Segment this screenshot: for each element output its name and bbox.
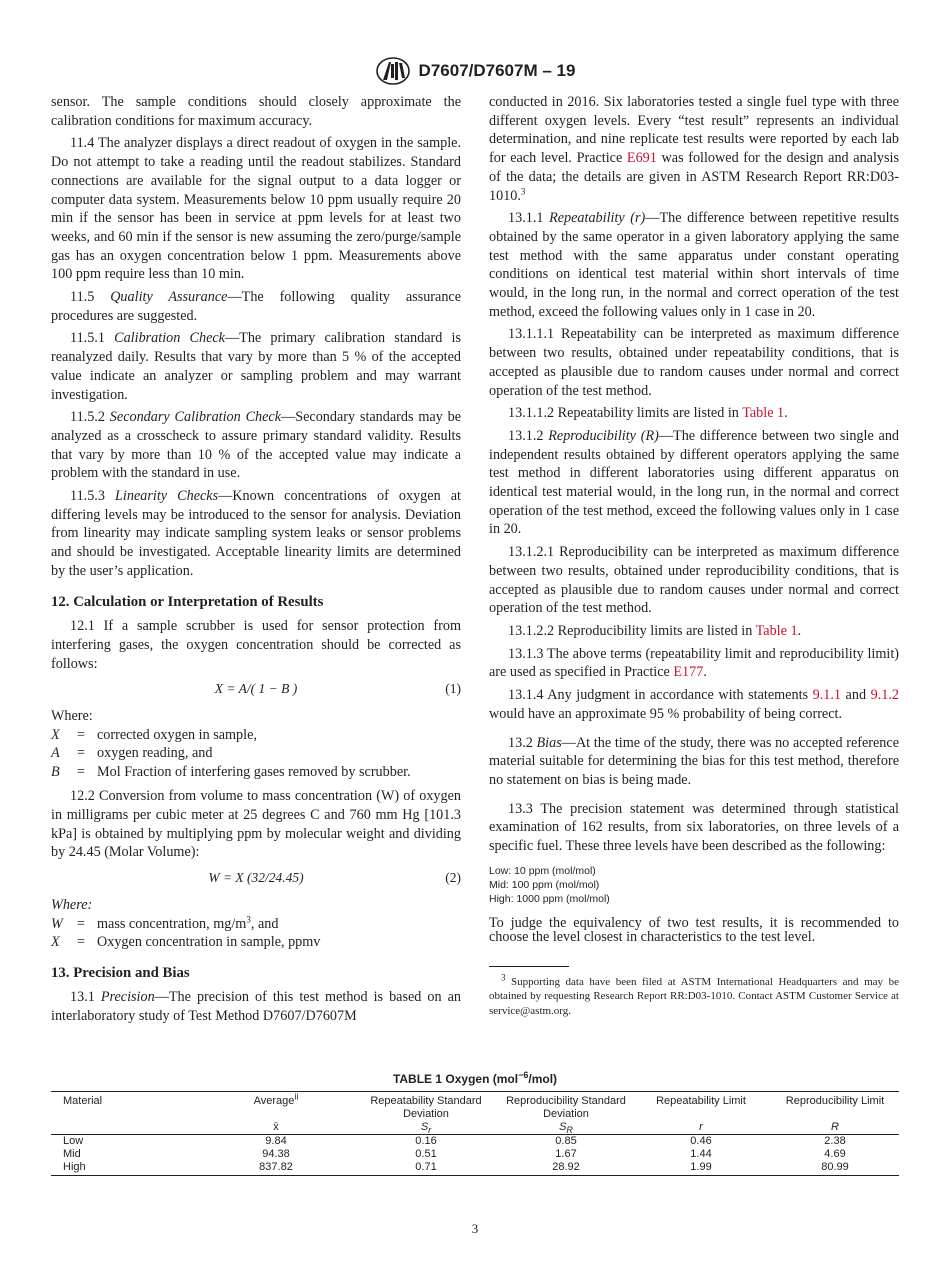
- paragraph-11-5: 11.5 Quality Assurance—The following quality assurance procedures are suggested.: [51, 289, 462, 324]
- paragraph: conducted in 2016. Six laboratories tested a single fuel type with three different oxygen levels. Every “test result” represents an individual determination, and nine replicate test results were reported by each lab for each level. Practice E691 was followed for the design and analysis of the data; the details are given in ASTM Research Report RR:D03-1010.$^3$: [489, 94, 899, 204]
- level-item: High: 1000 ppm (mol/mol): [489, 892, 610, 905]
- table-cell: 2.38: [824, 1135, 846, 1147]
- paragraph-13-1-3: 13.1.3 The above terms (repeatability limit and reproducibility limit) are used as specified in Practice E177.: [489, 645, 899, 681]
- link-e691[interactable]: E691: [626, 150, 657, 167]
- section-heading-12: 12. Calculation or Interpretation of Results: [51, 593, 324, 610]
- link-e177[interactable]: E177: [673, 664, 704, 681]
- table-row: [51, 1148, 899, 1161]
- paragraph-13-1-1-2: 13.1.1.2 Repeatability limits are listed in Table 1.: [508, 405, 788, 422]
- paragraph-judge: To judge the equivalency of two test results, it is recommended to choose the level closest in characteristics to the test level.: [489, 914, 899, 945]
- link-table-1[interactable]: Table 1: [742, 405, 785, 422]
- paragraph-13-1-2-1: 13.1.2.1 Reproducibility can be interpreted as maximum difference between two results, obtained under reproducibility conditions, that is accepted as plausible due to random causes under normal and correct operation of the test method.: [489, 544, 899, 617]
- table-cell: 0.46: [690, 1135, 712, 1147]
- definition-item: W = mass concentration, $mg/m^3$, and: [51, 913, 279, 932]
- paragraph-13-1-4: 13.1.4 Any judgment in accordance with statements 9.1.1 and 9.1.2 would have an approximate 95 % probability of being correct.: [489, 687, 899, 722]
- section-heading-13: 13. Precision and Bias: [51, 964, 190, 981]
- symbol-cell: r: [631, 1121, 771, 1135]
- link-table-1[interactable]: Table 1: [755, 622, 798, 639]
- table-cell: 1.44: [690, 1148, 712, 1160]
- col-header: Reproducibility Standard Deviation: [501, 1092, 631, 1122]
- footnote-rule: [489, 966, 569, 967]
- where-label: Where:: [51, 708, 93, 725]
- equation-2: W = X (32/24.45) (2): [208, 870, 461, 886]
- right-column: [489, 93, 899, 1022]
- table-cell: 0.51: [415, 1148, 437, 1160]
- col-header: Average$^{ii}$: [201, 1092, 351, 1122]
- definition-list-2: [51, 915, 461, 952]
- symbol-cell: $S_r$: [351, 1121, 501, 1135]
- paragraph-13-1: 13.1 Precision—The precision of this test method is based on an interlaboratory study of Test Method D7607/D7607M: [51, 989, 461, 1024]
- paragraph: sensor. The sample conditions should closely approximate the calibration conditions for maximum accuracy.: [51, 94, 461, 129]
- paragraph-11-5-3: 11.5.3 Linearity Checks—Known concentrations of oxygen at differing levels may be introduced to the sensor for analysis. Deviation from linearity may indicate sampling system leaks or sensor problems and should be investigated. Acceptable linearity limits are determined by the user’s application.: [51, 488, 461, 579]
- paragraph-12-2: 12.2 Conversion from volume to mass concentration (W) of oxygen in milligrams per cubic meter at 25 degrees C and 760 mm Hg [101.3 kPa] is obtained by multiplying ppm by molecular weight and dividing by 24.45 (Molar Volume):: [51, 788, 461, 861]
- definition-item: X = Oxygen concentration in sample, ppmv: [51, 934, 321, 951]
- table-cell: 9.84: [265, 1135, 287, 1147]
- paragraph-13-1-1-1: 13.1.1.1 Repeatability can be interpreted as maximum difference between two results, obtained under repeatability conditions, that is accepted as plausible due to random causes under normal and correct operation of the test method.: [489, 326, 899, 399]
- table-cell: 94.38: [262, 1148, 290, 1160]
- table-cell: 4.69: [824, 1148, 846, 1160]
- table-cell: Mid: [63, 1148, 81, 1160]
- paragraph-13-1-1: 13.1.1 Repeatability (r)—The difference between repetitive results obtained by the same operator in a given laboratory applying the same test method with the same apparatus under constant operating conditions on identical test material within short intervals of time would, in the long run, in the normal and correct operation of the test method, exceed the following values only in 1 case in 20.: [489, 210, 899, 320]
- table-header-row: [51, 1092, 899, 1122]
- symbol-cell: x̄: [201, 1121, 351, 1135]
- definition-list-1: [51, 726, 461, 782]
- left-column: [51, 93, 461, 1030]
- table-cell: 80.99: [771, 1161, 899, 1176]
- paragraph-11-5-1: 11.5.1 Calibration Check—The primary calibration standard is reanalyzed daily. Results that vary by more than 5 % of the accepted value indicate an analyzer or sampling problem and may warrant investigation.: [51, 330, 461, 403]
- definition-item: X = corrected oxygen in sample,: [51, 726, 257, 743]
- paragraph-11-4: 11.4 The analyzer displays a direct readout of oxygen in the sample. Do not attempt to take a reading until the readout stabilizes. Standard connections are available for the signal output to a data logger or computer data system. Measurements below 10 ppm usually require 20 min if the sensor has been in service at ppm levels for at least two weeks, and 60 min if the sensor is new assuming the zero/purge/sample gas has an oxygen concentration below 1 ppm. Measurements above 100 ppm require less than 10 min.: [51, 135, 461, 283]
- level-item: Low: 10 ppm (mol/mol): [489, 864, 596, 877]
- table-cell: 837.82: [201, 1161, 351, 1176]
- precision-table: [51, 1091, 899, 1176]
- astm-logo-icon: [375, 56, 411, 86]
- page-header: [0, 56, 950, 86]
- symbol-cell: [51, 1121, 201, 1135]
- link-9-1-2[interactable]: 9.1.2: [870, 687, 899, 704]
- definition-item: B = Mol Fraction of interfering gases removed by scrubber.: [51, 763, 411, 780]
- table-row: [51, 1135, 899, 1149]
- paragraph-12-1: 12.1 If a sample scrubber is used for sensor protection from interfering gases, the oxygen concentration should be corrected as follows:: [51, 618, 461, 672]
- page-number: 3: [471, 1221, 479, 1236]
- level-list: [489, 864, 899, 906]
- table-cell: 0.71: [351, 1161, 501, 1176]
- paragraph-13-1-2: 13.1.2 Reproducibility (R)—The difference between two single and independent results obtained by different operators applying the same test method in different laboratories using different apparatus on identical test material would, in the long run, in the normal and correct operation of the test method, exceed the following values only in 1 case in 20.: [489, 427, 900, 538]
- col-header: Reproducibility Limit: [771, 1092, 899, 1122]
- where-label: Where:: [51, 896, 93, 913]
- col-header: Repeatability Standard Deviation: [351, 1092, 501, 1122]
- equation-1: X = A/( 1 − B ) (1): [214, 681, 461, 697]
- designation: D7607/D7607M – 19: [418, 61, 576, 80]
- table-symbol-row: [51, 1121, 899, 1135]
- col-header: Material: [51, 1092, 201, 1122]
- table-cell: 0.16: [415, 1135, 437, 1147]
- paragraph-11-5-2: 11.5.2 Secondary Calibration Check—Secondary standards may be analyzed as a crosscheck to assure primary standard validity. Results that vary by more than 10 % of the accepted value may indicate a problem with the standard in use.: [51, 409, 461, 482]
- table-cell: 0.85: [555, 1135, 577, 1147]
- table-row: [51, 1161, 899, 1176]
- symbol-cell: R: [771, 1121, 899, 1135]
- footnote-3: $^3$ Supporting data have been filed at ASTM International Headquarters and may be obtained by requesting Research Report RR:D03-1010. Contact ASTM Customer Service at service@astm.org.: [489, 972, 899, 1017]
- table-cell: 1.99: [631, 1161, 771, 1176]
- paragraph-13-3: 13.3 The precision statement was determined through statistical examination of 162 results, from six laboratories, on three levels of a specific fuel. These three levels have been described as the following:: [489, 800, 899, 855]
- table-title: TABLE 1 Oxygen (mol$^{-6}$/mol): [392, 1070, 558, 1086]
- paragraph-13-1-2-2: 13.1.2.2 Reproducibility limits are listed in Table 1.: [508, 622, 802, 639]
- symbol-cell: $S_R$: [501, 1121, 631, 1135]
- col-header: Repeatability Limit: [631, 1092, 771, 1122]
- definition-item: A = oxygen reading, and: [51, 745, 213, 762]
- table-cell: High: [51, 1161, 201, 1176]
- level-item: Mid: 100 ppm (mol/mol): [489, 878, 600, 891]
- link-9-1-1[interactable]: 9.1.1: [812, 687, 841, 704]
- table-cell: 28.92: [501, 1161, 631, 1176]
- table-cell: 1.67: [555, 1148, 577, 1160]
- table-cell: Low: [63, 1135, 84, 1147]
- table-1: [51, 1072, 899, 1176]
- paragraph-13-2: 13.2 Bias—At the time of the study, there was no accepted reference material suitable for determining the bias for this test method, therefore no statement on bias is being made.: [489, 734, 899, 788]
